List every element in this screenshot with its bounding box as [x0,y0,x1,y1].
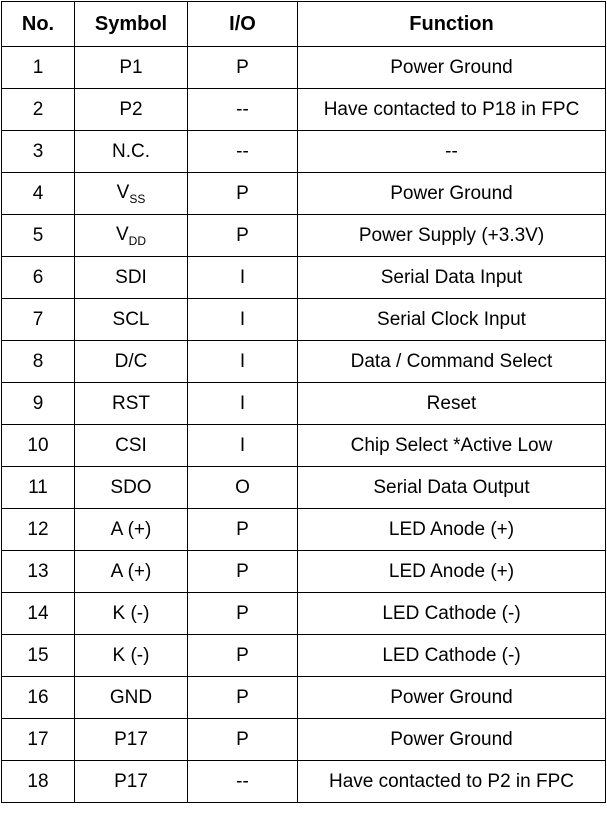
table-row [2,551,606,593]
symbol-cell [75,719,188,761]
symbol-text: N.C. [112,140,150,162]
table-row [2,257,606,299]
table-row [2,383,606,425]
symbol-cell [75,173,188,215]
function-cell: LED Cathode (-) [298,635,606,677]
symbol-text: SDO [110,476,152,498]
symbol-text: P17 [114,728,148,750]
pin-number-cell: 5 [2,215,75,257]
symbol-text: V [115,223,129,245]
symbol-text: P1 [119,56,143,78]
pin-assignment-table [1,1,606,803]
symbol-text: RST [112,392,150,414]
header-no: No. [2,2,75,47]
function-cell: -- [298,131,606,173]
symbol-subscript: DD [128,233,147,248]
table-row [2,47,606,89]
io-cell: P [188,47,298,89]
symbol-text: P17 [114,770,148,792]
symbol-cell [75,383,188,425]
pin-number-cell: 9 [2,383,75,425]
pin-number-cell: 4 [2,173,75,215]
symbol-text: V [116,181,130,203]
pin-number-cell: 15 [2,635,75,677]
function-cell: Serial Clock Input [298,299,606,341]
io-cell: -- [188,761,298,803]
symbol-cell [75,467,188,509]
symbol-cell [75,215,188,257]
pin-number-cell: 11 [2,467,75,509]
symbol-cell [75,551,188,593]
symbol-cell [75,131,188,173]
table-row [2,299,606,341]
table-row [2,341,606,383]
io-cell: P [188,719,298,761]
function-cell: Power Ground [298,47,606,89]
io-cell: I [188,299,298,341]
function-cell: Have contacted to P2 in FPC [298,761,606,803]
symbol-cell [75,341,188,383]
symbol-cell [75,635,188,677]
pin-number-cell: 1 [2,47,75,89]
function-cell: Chip Select *Active Low [298,425,606,467]
pin-number-cell: 8 [2,341,75,383]
pin-number-cell: 6 [2,257,75,299]
io-cell: -- [188,89,298,131]
pin-number-cell: 2 [2,89,75,131]
io-cell: -- [188,131,298,173]
table-row [2,509,606,551]
symbol-text: D/C [114,350,148,372]
symbol-text: SDI [115,266,147,288]
io-cell: I [188,383,298,425]
pin-number-cell: 17 [2,719,75,761]
io-cell: P [188,509,298,551]
symbol-text: K (-) [112,602,150,624]
table-row [2,761,606,803]
symbol-text: SCL [112,308,150,330]
symbol-cell [75,47,188,89]
table-header [2,2,606,47]
symbol-text: GND [109,686,153,708]
symbol-text: P2 [119,98,143,120]
io-cell: P [188,551,298,593]
pin-number-cell: 16 [2,677,75,719]
table-row [2,467,606,509]
table-row [2,89,606,131]
symbol-cell [75,257,188,299]
function-cell: LED Anode (+) [298,509,606,551]
table-row [2,131,606,173]
header-io: I/O [188,2,298,47]
function-cell: Power Ground [298,719,606,761]
symbol-text: A (+) [110,560,152,582]
io-cell: P [188,593,298,635]
function-cell: Power Ground [298,173,606,215]
pin-number-cell: 12 [2,509,75,551]
function-cell: LED Anode (+) [298,551,606,593]
symbol-cell [75,593,188,635]
table-row [2,719,606,761]
function-cell: Data / Command Select [298,341,606,383]
table-body [2,47,606,803]
table-row [2,677,606,719]
io-cell: P [188,173,298,215]
symbol-cell [75,89,188,131]
io-cell: P [188,215,298,257]
function-cell: LED Cathode (-) [298,593,606,635]
symbol-cell [75,509,188,551]
io-cell: O [188,467,298,509]
pin-number-cell: 14 [2,593,75,635]
table-row [2,215,606,257]
table-row [2,425,606,467]
function-cell: Power Supply (+3.3V) [298,215,606,257]
pin-number-cell: 7 [2,299,75,341]
io-cell: P [188,635,298,677]
header-row [2,2,606,47]
header-symbol: Symbol [75,2,188,47]
io-cell: I [188,341,298,383]
function-cell: Reset [298,383,606,425]
io-cell: I [188,425,298,467]
symbol-text: CSI [115,434,147,456]
pin-number-cell: 3 [2,131,75,173]
function-cell: Power Ground [298,677,606,719]
pin-number-cell: 10 [2,425,75,467]
table-row [2,635,606,677]
function-cell: Have contacted to P18 in FPC [298,89,606,131]
function-cell: Serial Data Input [298,257,606,299]
io-cell: P [188,677,298,719]
symbol-cell [75,761,188,803]
table-row [2,593,606,635]
symbol-subscript: SS [129,191,146,206]
io-cell: I [188,257,298,299]
header-function: Function [298,2,606,47]
symbol-text: K (-) [112,644,150,666]
table-row [2,173,606,215]
symbol-cell [75,677,188,719]
pin-number-cell: 18 [2,761,75,803]
symbol-cell [75,299,188,341]
symbol-text: A (+) [110,518,152,540]
pin-number-cell: 13 [2,551,75,593]
function-cell: Serial Data Output [298,467,606,509]
symbol-cell [75,425,188,467]
